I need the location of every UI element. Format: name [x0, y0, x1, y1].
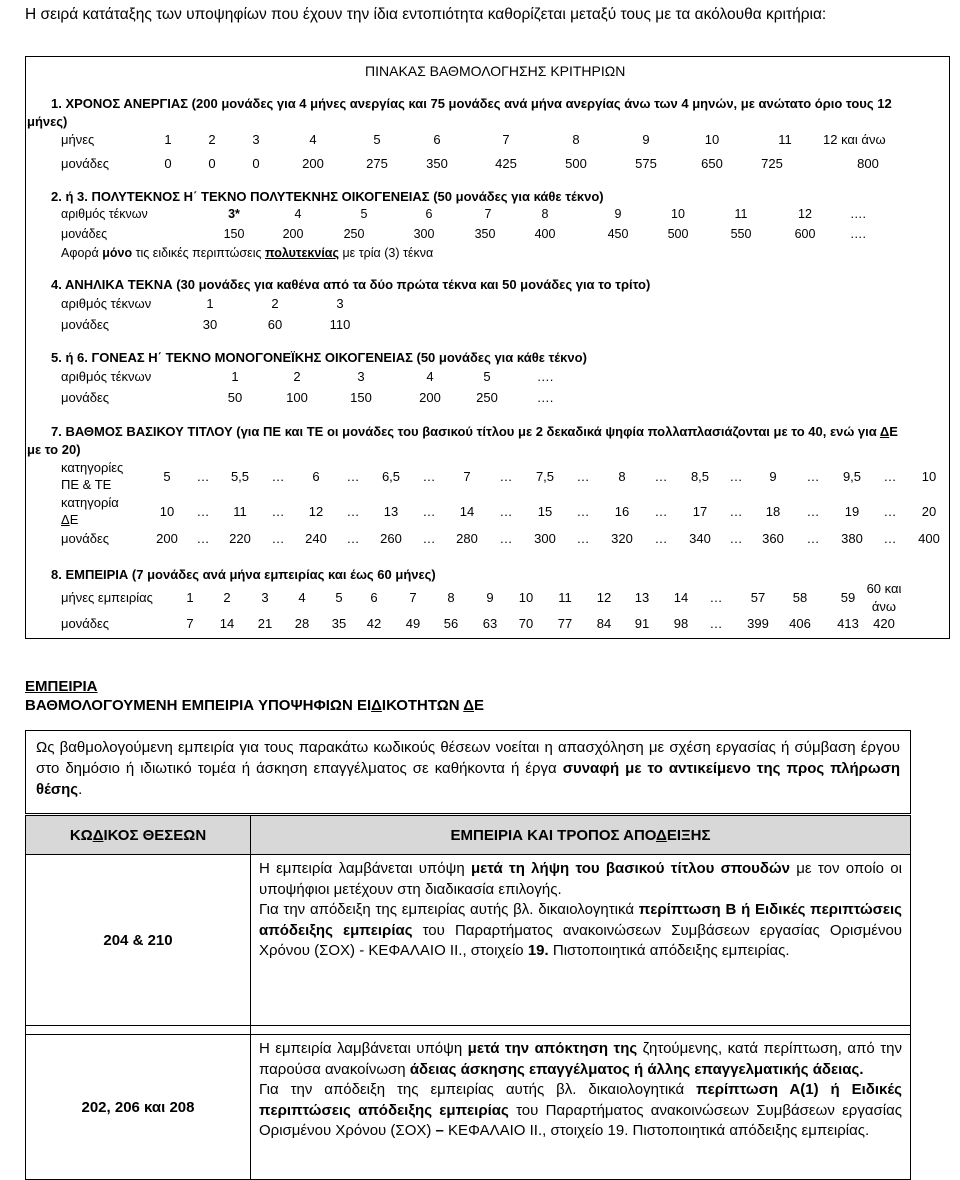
value-cell: 6	[433, 132, 441, 147]
ellipsis: …	[806, 469, 820, 484]
value-cell: 13	[634, 590, 650, 605]
header-part: Δ	[656, 826, 667, 844]
note-part: με τρία (3) τέκνα	[338, 246, 434, 260]
value-cell: 70	[518, 616, 534, 631]
value-cell: 7	[484, 207, 492, 221]
position-code: 204 & 210	[26, 855, 251, 1026]
criterion-2-title: 2. ή 3. ΠΟΛΥΤΕΚΝΟΣ Η΄ ΤΕΚΝΟ ΠΟΛΥΤΕΚΝΗΣ ΟΙΚΟΓΕΝΕΙΑΣ (50 μονάδες για κάθε τέκνο)	[51, 189, 604, 204]
value-cell: 8	[618, 469, 626, 484]
title-part: Ε	[889, 424, 898, 439]
value-cell: 5	[335, 590, 343, 605]
ellipsis: …	[196, 469, 210, 484]
value-cell: 360	[762, 531, 784, 546]
value-cell: 350	[474, 227, 496, 241]
definition-text: .	[78, 781, 83, 798]
column-header-experience	[251, 816, 911, 855]
criterion-1-months-label: μήνες	[61, 132, 95, 147]
desc-text: Η εμπειρία λαμβάνεται υπόψη	[259, 860, 471, 877]
value-cell: 110	[329, 317, 351, 332]
value-cell: 18	[765, 504, 781, 519]
subheading-part: Δ	[463, 697, 475, 714]
value-cell: 84	[596, 616, 612, 631]
header-part: Δ	[92, 826, 104, 844]
criterion-8-title: 8. ΕΜΠΕΙΡΙΑ (7 μονάδες ανά μήνα εμπειρίας και έως 60 μήνες)	[51, 567, 436, 582]
value-cell: 7	[502, 132, 510, 147]
value-cell: 11	[734, 207, 748, 221]
value-cell: 10	[704, 132, 720, 147]
criterion-4-title: 4. ΑΝΗΛΙΚΑ ΤΕΚΝΑ (30 μονάδες για καθένα από τα δύο πρώτα τέκνα και 50 μονάδες για το τρίτο)	[51, 277, 651, 292]
value-cell: 280	[456, 531, 478, 546]
label-line: κατηγορία	[61, 495, 119, 510]
value-cell: 0	[164, 156, 172, 171]
value-cell: 9	[614, 207, 622, 221]
desc-emphasis: 19.	[527, 942, 549, 959]
value-cell: 413	[837, 616, 859, 631]
value-cell: 3*	[228, 207, 240, 221]
experience-subheading	[25, 697, 484, 714]
value-cell: 10	[671, 207, 685, 221]
ellipsis: …	[499, 504, 513, 519]
ellipsis: …	[346, 469, 360, 484]
value-cell: 8	[541, 207, 549, 221]
value-cell: 35	[331, 616, 347, 631]
criterion-5-points-label: μονάδες	[61, 390, 110, 405]
label-line: ΠΕ & ΤΕ	[61, 477, 112, 492]
value-cell: 12	[596, 590, 612, 605]
value-cell: 11	[558, 590, 572, 605]
value-cell: 250	[343, 227, 365, 241]
value-cell: 420	[873, 616, 895, 631]
value-cell: 3	[357, 369, 365, 384]
header-part: ΕΜΠΕΙΡΙΑ ΚΑΙ ΤΡΟΠΟΣ ΑΠΟ	[450, 826, 657, 844]
experience-description	[251, 1035, 911, 1180]
value-cell: 725	[761, 156, 783, 171]
criteria-table-title: ΠΙΝΑΚΑΣ ΒΑΘΜΟΛΟΓΗΣΗΣ ΚΡΙΤΗΡΙΩΝ	[365, 63, 626, 79]
ellipsis: …	[654, 504, 668, 519]
value-cell: 275	[366, 156, 388, 171]
ellipsis: …	[576, 504, 590, 519]
value-cell: 14	[673, 590, 689, 605]
desc-text: του Παραρτήματος ανακοινώσεων Συμβάσεων εργασίας Ορισμένου Χρόνου (ΣΟΧ)	[259, 1101, 902, 1139]
header-part: ΕΙΞΗΣ	[666, 826, 711, 844]
value-cell: 150	[223, 227, 245, 241]
criterion-7-title	[51, 424, 898, 439]
desc-text: του Παραρτήματος ανακοινώσεων Συμβάσεων εργασίας Ορισμένου Χρόνου (ΣΟΧ) - ΚΕΦΑΛΑΙΟ ΙΙ., στοιχείο	[259, 921, 902, 959]
note-emphasis-underlined: πολυτεκνίας	[264, 246, 339, 260]
value-cell: 16	[614, 504, 630, 519]
label-part: Δ	[61, 512, 70, 527]
value-cell: 10	[921, 469, 937, 484]
value-cell: 250	[476, 390, 498, 405]
value-cell: 200	[156, 531, 178, 546]
value-cell: 59	[840, 590, 856, 605]
desc-text: Για την απόδειξη της εμπειρίας αυτής βλ. δικαιολογητικά	[259, 1081, 697, 1098]
header-part: ΙΚΟΣ ΘΕΣΕΩΝ	[103, 826, 207, 844]
desc-emphasis: περίπτωση Α(1) ή Ειδικές περιπτώσεις απόδειξης εμπειρίας	[259, 1081, 902, 1119]
value-cell: 19	[844, 504, 860, 519]
value-cell: …	[709, 616, 723, 631]
criterion-5-children-label: αριθμός τέκνων	[61, 369, 152, 384]
ellipsis: …	[271, 504, 285, 519]
ellipsis: …	[196, 504, 210, 519]
value-cell: 300	[413, 227, 435, 241]
experience-table	[25, 815, 911, 1180]
value-cell: 200	[282, 227, 304, 241]
intro-text: Η σειρά κατάταξης των υποψηφίων που έχουν την ίδια εντοπιότητα καθορίζεται μεταξύ τους με τα ακόλουθα κριτήρια:	[25, 6, 827, 23]
value-cell: 14	[219, 616, 235, 631]
criterion-7-pe-te-label	[61, 459, 123, 493]
criterion-4-children-label: αριθμός τέκνων	[61, 296, 152, 311]
value-cell: 5	[163, 469, 171, 484]
value-cell: 425	[495, 156, 517, 171]
value-cell: 8	[572, 132, 580, 147]
value-cell: 3	[261, 590, 269, 605]
value-cell: 5,5	[230, 469, 250, 484]
value-cell: 300	[534, 531, 556, 546]
criterion-2-children-label: αριθμός τέκνων	[61, 207, 148, 221]
value-cell: 7	[463, 469, 471, 484]
value-cell: 200	[302, 156, 324, 171]
value-cell: 11	[778, 132, 792, 147]
criterion-8-months-label: μήνες εμπειρίας	[61, 590, 153, 605]
label-line: άνω	[871, 599, 897, 614]
value-cell: 575	[635, 156, 657, 171]
ellipsis: …	[422, 469, 436, 484]
ellipsis: …	[883, 531, 897, 546]
ellipsis: …	[806, 504, 820, 519]
value-cell: 1	[164, 132, 172, 147]
value-cell: 650	[701, 156, 723, 171]
value-cell: 240	[305, 531, 327, 546]
ellipsis: …	[499, 469, 513, 484]
value-cell: 6,5	[381, 469, 401, 484]
label-line	[61, 511, 119, 528]
criterion-7-de-label	[61, 494, 119, 528]
desc-text: με τον οποίο οι υποψήφιοι μετέχουν στη διαδικασία επιλογής.	[259, 860, 902, 898]
value-cell: 4	[309, 132, 317, 147]
experience-description	[251, 855, 911, 1026]
value-cell: 9	[769, 469, 777, 484]
ellipsis: …	[806, 531, 820, 546]
value-cell: 56	[443, 616, 459, 631]
criterion-8-points-label: μονάδες	[61, 616, 110, 631]
desc-emphasis: περίπτωση Β ή Ειδικές περιπτώσεις απόδειξης εμπειρίας	[259, 901, 902, 939]
value-cell: 6	[312, 469, 320, 484]
value-cell: 3	[252, 132, 260, 147]
criterion-1-title-cont: μήνες)	[27, 114, 68, 129]
value-cell: 28	[294, 616, 310, 631]
value-cell: 2	[271, 296, 279, 311]
value-cell: 9,5	[842, 469, 862, 484]
value-cell: 3	[336, 296, 344, 311]
value-cell: 30	[202, 317, 218, 332]
value-cell: 12	[308, 504, 324, 519]
value-cell: 12 και άνω	[823, 132, 886, 147]
ellipsis: …	[271, 531, 285, 546]
criterion-2-note	[61, 246, 433, 260]
ellipsis: …	[654, 531, 668, 546]
value-cell: 500	[565, 156, 587, 171]
value-cell: 1	[206, 296, 214, 311]
criterion-1-title: 1. ΧΡΟΝΟΣ ΑΝΕΡΓΙΑΣ (200 μονάδες για 4 μήνες ανεργίας και 75 μονάδες ανά μήνα ανεργίας άνω των 4 μηνών, με ανώτατο όριο τους 12	[51, 96, 892, 111]
value-cell: 1	[231, 369, 239, 384]
value-cell: 21	[257, 616, 273, 631]
value-cell: 4	[298, 590, 306, 605]
subheading-part: ΙΚΟΤΗΤΩΝ	[381, 697, 464, 714]
value-cell: 400	[918, 531, 940, 546]
value-cell: 600	[794, 227, 816, 241]
value-cell: 7	[186, 616, 194, 631]
note-part: Αφορά	[61, 246, 103, 260]
value-cell: 49	[405, 616, 421, 631]
value-cell: 12	[798, 207, 812, 221]
value-cell: ….	[536, 369, 554, 384]
spacer-cell	[26, 1026, 251, 1035]
value-cell: 63	[482, 616, 498, 631]
ellipsis: …	[271, 469, 285, 484]
ellipsis: …	[729, 531, 743, 546]
value-cell: 91	[634, 616, 650, 631]
value-cell: 1	[186, 590, 194, 605]
value-cell: 550	[730, 227, 752, 241]
criterion-1-points-label: μονάδες	[61, 156, 110, 171]
desc-text: ζητούμενης, κατά περίπτωση, από την παρούσα ανακοίνωση	[259, 1040, 902, 1078]
ellipsis: …	[654, 469, 668, 484]
note-part: τις ειδικές περιπτώσεις	[132, 246, 265, 260]
label-line: 60 και	[866, 581, 902, 596]
value-cell: 5	[483, 369, 491, 384]
subheading-part: ΒΑΘΜΟΛΟΓΟΥΜΕΝΗ ΕΜΠΕΙΡΙΑ ΥΠΟΨΗΦΙΩΝ ΕΙ	[25, 697, 372, 714]
criterion-4-points-label: μονάδες	[61, 317, 110, 332]
ellipsis: …	[196, 531, 210, 546]
value-cell: 8,5	[690, 469, 710, 484]
value-cell: 57	[750, 590, 766, 605]
subheading-part: Ε	[474, 697, 485, 714]
value-cell: 2	[223, 590, 231, 605]
value-cell: 260	[380, 531, 402, 546]
ellipsis: …	[883, 504, 897, 519]
value-cell: 58	[792, 590, 808, 605]
label-part: Ε	[69, 512, 79, 527]
value-cell: ….	[850, 207, 866, 221]
value-cell: 14	[459, 504, 475, 519]
value-cell: 2	[208, 132, 216, 147]
ellipsis: …	[422, 531, 436, 546]
desc-text: Η εμπειρία λαμβάνεται υπόψη	[259, 1040, 468, 1057]
label-line: κατηγορίες	[61, 460, 124, 475]
value-cell: 9	[642, 132, 650, 147]
criterion-2-points-label: μονάδες	[61, 227, 108, 241]
value-cell: 15	[537, 504, 553, 519]
ellipsis: …	[576, 469, 590, 484]
criterion-7-title-cont: με το 20)	[27, 442, 81, 457]
value-cell: ….	[850, 227, 866, 241]
value-cell: 4	[426, 369, 434, 384]
definition-text: Ως βαθμολογούμενη εμπειρία για τους παρακάτω κωδικούς θέσεων νοείται η απασχόληση με σχέση εργασίας ή σύμβαση έργου στο δημόσιο ή ιδιωτικό τομέα ή άσκηση επαγγέλματος σε καθήκοντα ή έργα	[36, 739, 900, 777]
desc-text: ΚΕΦΑΛΑΙΟ ΙΙ., στοιχείο 19. Πιστοποιητικά απόδειξης εμπειρίας.	[443, 1122, 870, 1139]
value-cell: …	[709, 590, 723, 605]
experience-table-header	[26, 816, 911, 855]
desc-text: Πιστοποιητικά απόδειξης εμπειρίας.	[548, 942, 790, 959]
value-cell: 0	[208, 156, 216, 171]
value-cell: 60	[267, 317, 283, 332]
table-spacer-row	[26, 1026, 911, 1035]
value-cell: 10	[159, 504, 175, 519]
value-cell: 4	[294, 207, 302, 221]
value-cell: 77	[557, 616, 573, 631]
criterion-5-title: 5. ή 6. ΓΟΝΕΑΣ Η΄ ΤΕΚΝΟ ΜΟΝΟΓΟΝΕΪΚΗΣ ΟΙΚΟΓΕΝΕΙΑΣ (50 μονάδες για κάθε τέκνο)	[51, 350, 587, 365]
title-part: Δ	[879, 424, 890, 439]
value-cell: 340	[689, 531, 711, 546]
desc-emphasis: άδειας άσκησης επαγγέλματος ή άλλης επαγγελματικής άδειας.	[409, 1060, 864, 1078]
value-cell: 6	[425, 207, 433, 221]
spacer-cell	[251, 1026, 911, 1035]
value-cell: 98	[673, 616, 689, 631]
value-cell: 42	[366, 616, 382, 631]
table-row	[26, 855, 911, 1026]
value-cell: 0	[252, 156, 260, 171]
value-cell: 406	[789, 616, 811, 631]
value-cell: 500	[667, 227, 689, 241]
desc-text: Για την απόδειξη της εμπειρίας αυτής βλ. δικαιολογητικά	[259, 901, 639, 918]
value-cell: ….	[536, 390, 554, 405]
value-cell: 7	[409, 590, 417, 605]
ellipsis: …	[346, 504, 360, 519]
value-cell: 11	[233, 504, 247, 519]
experience-heading: ΕΜΠΕΙΡΙΑ	[25, 678, 98, 695]
desc-emphasis: μετά τη λήψη του βασικού τίτλου σπουδών	[470, 860, 790, 877]
ellipsis: …	[729, 504, 743, 519]
value-cell: 9	[486, 590, 494, 605]
ellipsis: …	[729, 469, 743, 484]
ellipsis: …	[576, 531, 590, 546]
title-part: 7. ΒΑΘΜΟΣ ΒΑΣΙΚΟΥ ΤΙΤΛΟΥ (για ΠΕ και ΤΕ οι μονάδες του βασικού τίτλου με 2 δεκαδικά ψηφία πολλαπλασιάζονται με το 40, ενώ για	[51, 424, 880, 439]
value-cell: 7,5	[535, 469, 555, 484]
value-cell: 200	[419, 390, 441, 405]
subheading-part: Δ	[371, 697, 382, 714]
value-cell: 100	[286, 390, 308, 405]
ellipsis: …	[422, 504, 436, 519]
definition-emphasis: συναφή με το αντικείμενο της προς πλήρωση θέσης	[36, 760, 901, 798]
experience-definition-box	[25, 730, 911, 814]
value-cell: 6	[370, 590, 378, 605]
ellipsis: …	[346, 531, 360, 546]
value-cell: 350	[426, 156, 448, 171]
ellipsis: …	[499, 531, 513, 546]
value-cell: 380	[841, 531, 863, 546]
value-cell: 450	[607, 227, 629, 241]
value-cell: 320	[611, 531, 633, 546]
value-cell: 2	[293, 369, 301, 384]
ellipsis: …	[883, 469, 897, 484]
header-part: ΚΩ	[69, 826, 93, 844]
value-cell: 220	[229, 531, 251, 546]
value-cell: 5	[373, 132, 381, 147]
value-cell: 17	[692, 504, 708, 519]
value-cell: 400	[534, 227, 556, 241]
value-cell: 8	[447, 590, 455, 605]
value-cell: 150	[350, 390, 372, 405]
desc-emphasis: –	[435, 1122, 444, 1139]
position-code: 202, 206 και 208	[26, 1035, 251, 1180]
column-header-code	[26, 816, 251, 855]
value-cell: 5	[360, 207, 368, 221]
table-row	[26, 1035, 911, 1180]
criterion-7-points-label: μονάδες	[61, 531, 110, 546]
value-cell: 800	[857, 156, 879, 171]
value-cell: 399	[747, 616, 769, 631]
value-cell: 10	[518, 590, 534, 605]
note-emphasis: μόνο	[102, 246, 133, 260]
desc-emphasis: μετά την απόκτηση της	[467, 1040, 638, 1057]
value-cell: 50	[227, 390, 243, 405]
criterion-8-last-month	[856, 580, 912, 616]
value-cell: 20	[921, 504, 937, 519]
value-cell: 13	[383, 504, 399, 519]
